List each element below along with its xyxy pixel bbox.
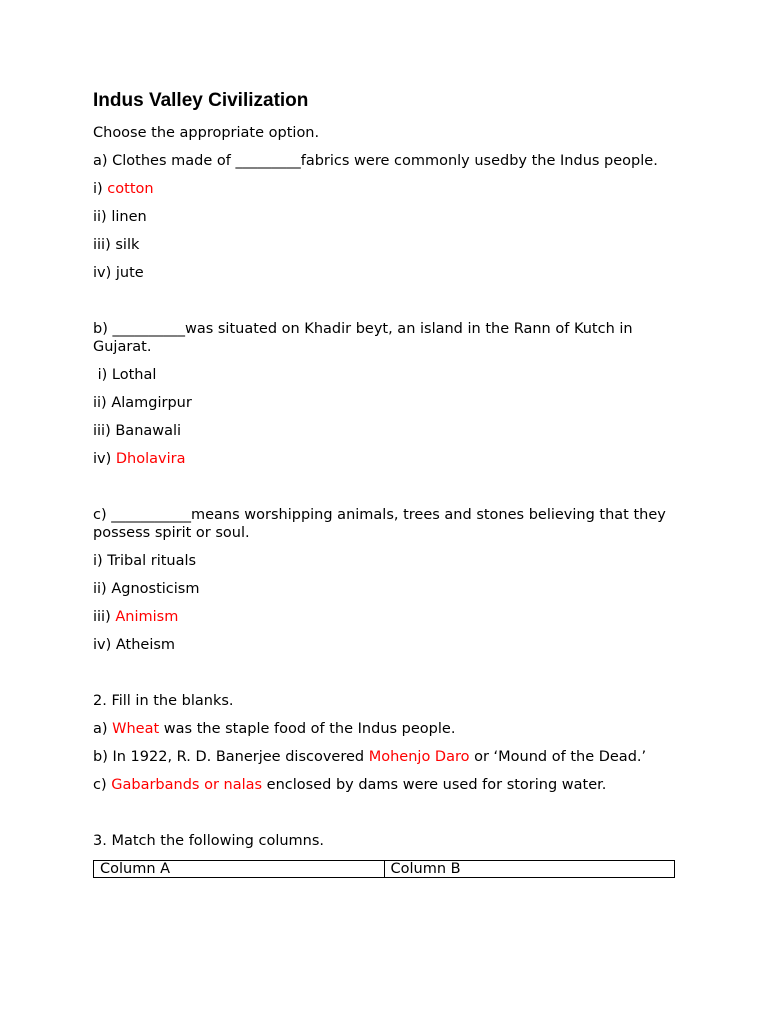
option-item: i) cotton	[93, 181, 154, 197]
section-heading: 3. Match the following columns.	[93, 833, 325, 849]
answer-text: cotton	[107, 181, 154, 197]
column-header-b: Column B	[384, 861, 675, 878]
answer-text: Gabarbands or nalas	[111, 777, 263, 793]
spacer	[93, 478, 675, 506]
fill-blank-item: c) Gabarbands or nalas enclosed by dams were used for storing water.	[93, 777, 607, 793]
document-title: Indus Valley Civilization	[93, 90, 309, 111]
option-item: i) Tribal rituals	[93, 553, 197, 569]
option-item: iv) Dholavira	[93, 451, 186, 467]
option-item: ii) Alamgirpur	[93, 395, 192, 411]
spacer	[93, 804, 675, 832]
mcq-question-a	[93, 152, 675, 282]
fill-blank-item: a) Wheat was the staple food of the Indus people.	[93, 721, 456, 737]
spacer	[93, 292, 675, 320]
answer-text: Animism	[115, 609, 179, 625]
answer-text: Mohenjo Daro	[368, 749, 470, 765]
option-item: iv) Atheism	[93, 637, 176, 653]
document-page	[93, 88, 675, 878]
option-item: i) Lothal	[93, 367, 157, 383]
match-table	[93, 860, 675, 878]
question-text: b) __________was situated on Khadir beyt, an island in the Rann of Kutch in Gujarat.	[93, 321, 633, 355]
section-heading: 2. Fill in the blanks.	[93, 693, 234, 709]
option-item: ii) Agnosticism	[93, 581, 200, 597]
table-row	[94, 861, 675, 878]
option-item: iii) silk	[93, 237, 140, 253]
answer-text: Wheat	[112, 721, 160, 737]
spacer	[93, 664, 675, 692]
column-header-a: Column A	[94, 861, 385, 878]
instruction-text: Choose the appropriate option.	[93, 125, 320, 141]
fill-blanks-section	[93, 692, 675, 794]
option-item: ii) linen	[93, 209, 147, 225]
option-item: iii) Banawali	[93, 423, 182, 439]
question-text: c) ___________means worshipping animals, trees and stones believing that they possess spirit or soul.	[93, 507, 666, 541]
answer-text: Dholavira	[115, 451, 186, 467]
mcq-question-c	[93, 506, 675, 654]
match-section	[93, 832, 675, 878]
question-text: a) Clothes made of _________fabrics were commonly usedby the Indus people.	[93, 153, 658, 169]
option-item: iv) jute	[93, 265, 144, 281]
fill-blank-item: b) In 1922, R. D. Banerjee discovered Mohenjo Daro or ‘Mound of the Dead.’	[93, 749, 647, 765]
mcq-question-b	[93, 320, 675, 468]
option-item: iii) Animism	[93, 609, 179, 625]
